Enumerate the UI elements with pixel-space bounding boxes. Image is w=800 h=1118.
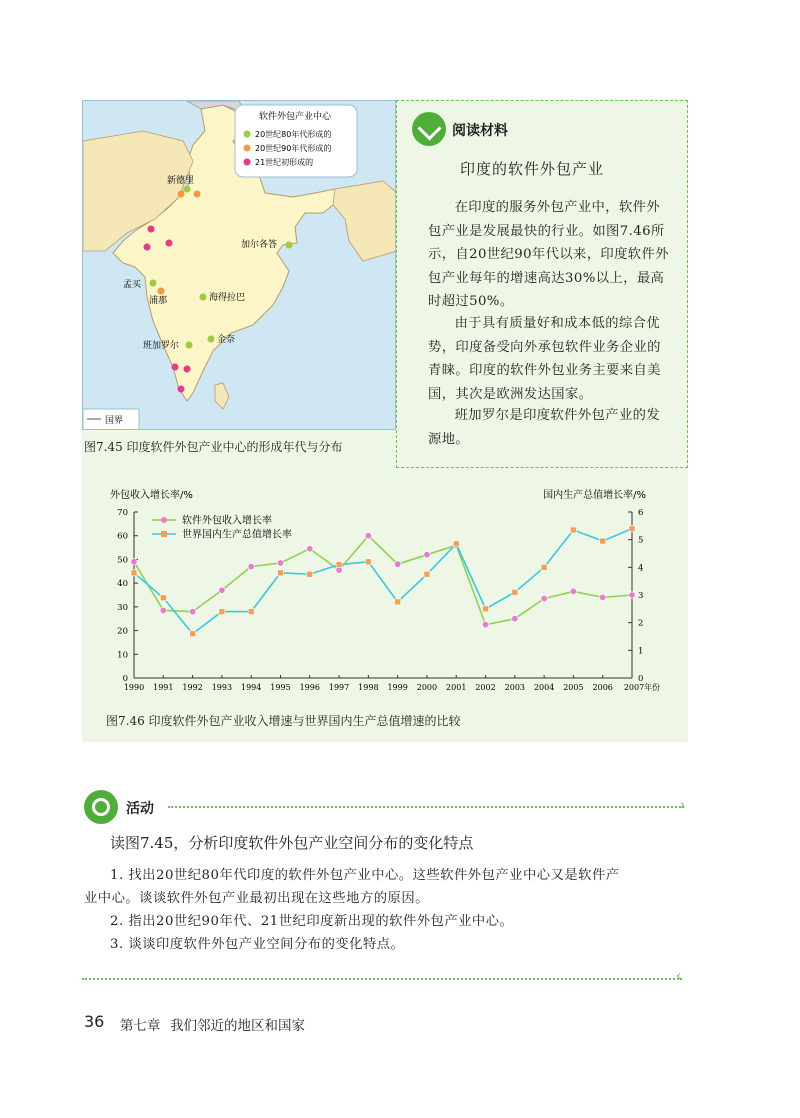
y-tick-label-left: 20 <box>117 626 128 637</box>
delhi-dot-1 <box>184 186 191 193</box>
legend-dot-80s <box>244 131 251 138</box>
series-2-point <box>277 570 283 576</box>
delhi-dot-3 <box>194 191 201 198</box>
series-1-point <box>307 546 313 552</box>
west-dot-3 <box>144 244 151 251</box>
legend-label-90s: 20世纪90年代形成的 <box>255 144 332 153</box>
series-1-point <box>541 595 547 601</box>
legend-title: 软件外包产业中心 <box>258 112 332 122</box>
x-tick-label: 2005 <box>563 683 584 692</box>
y-tick-label-left: 50 <box>117 555 128 566</box>
chart-caption: 图7.46 印度软件外包产业收入增速与世界国内生产总值增速的比较 <box>106 714 461 728</box>
mumbai-dot <box>150 280 157 287</box>
x-tick-label: 1991 <box>153 683 174 692</box>
city-delhi: 新德里 <box>167 176 195 186</box>
series-2-point <box>424 571 430 577</box>
series-2-point <box>190 631 196 637</box>
legend-marker-1 <box>161 517 167 523</box>
legend-marker-2 <box>161 531 167 537</box>
x-tick-label: 1997 <box>328 683 350 692</box>
x-tick-label: 2007年份 <box>623 683 661 692</box>
y-tick-label-left: 10 <box>117 650 128 661</box>
y-tick-label-right: 5 <box>638 535 644 546</box>
x-tick-label: 1996 <box>299 683 320 692</box>
chart-svg <box>82 470 688 710</box>
footer-title: 我们邻近的地区和国家 <box>170 1018 305 1034</box>
activity-item-2: 2. 指出20世纪90年代、21世纪印度新出现的软件外包产业中心。 <box>110 914 514 929</box>
series-2-point <box>483 606 489 612</box>
map-caption: 图7.45 印度软件外包产业中心的形成年代与分布 <box>84 440 343 454</box>
x-tick-label: 1993 <box>211 683 233 692</box>
hyderabad-dot <box>200 294 207 301</box>
series-2-point <box>570 527 576 533</box>
series-1-point <box>394 561 400 567</box>
chevron-left-icon: ‹ <box>676 969 682 984</box>
series-2-point <box>131 570 137 576</box>
series-2-point <box>395 599 401 605</box>
india-map <box>82 100 396 430</box>
legend-label-21c: 21世纪初形成的 <box>255 158 314 167</box>
reading-label: 阅读材料 <box>452 123 508 139</box>
growth-chart <box>82 470 688 742</box>
activity-label: 活动 <box>126 801 154 817</box>
series-1-point <box>277 560 283 566</box>
series-2-point <box>629 526 635 532</box>
chevron-right-icon: › <box>680 798 686 813</box>
south-dot-3 <box>178 386 185 393</box>
map-svg <box>83 101 396 430</box>
series-1-point <box>482 621 488 627</box>
x-tick-label: 1998 <box>358 683 379 692</box>
x-tick-label: 2003 <box>504 683 526 692</box>
y-tick-label-left: 60 <box>117 531 128 542</box>
activity-item-3: 3. 谈谈印度软件外包产业空间分布的变化特点。 <box>110 937 405 952</box>
series-1-point <box>424 551 430 557</box>
y-tick-label-left: 30 <box>117 602 128 613</box>
y-tick-label-right: 6 <box>638 508 644 518</box>
y-tick-label-left: 40 <box>117 579 128 590</box>
city-chennai: 金奈 <box>217 335 236 345</box>
series-1-point <box>248 563 254 569</box>
y-tick-label-left: 70 <box>117 508 128 518</box>
south-dot-2 <box>184 366 191 373</box>
series-1-point <box>189 608 195 614</box>
page-number: 36 <box>84 1012 105 1031</box>
y-axis-label-right: 国内生产总值增长率/% <box>543 490 646 501</box>
y-axis-label-left: 外包收入增长率/% <box>110 490 193 501</box>
series-1-point <box>160 607 166 613</box>
city-kolkata: 加尔各答 <box>241 240 278 250</box>
series-2-point <box>219 609 225 615</box>
series-2-point <box>307 571 313 577</box>
y-tick-label-right: 0 <box>638 674 644 684</box>
legend-label-2: 世界国内生产总值增长率 <box>182 529 292 541</box>
series-2-point <box>336 562 342 568</box>
x-tick-label: 1990 <box>123 683 145 692</box>
x-tick-label: 2002 <box>475 683 496 692</box>
series-1-point <box>629 592 635 598</box>
reading-paragraph-1: 在印度的服务外包产业中，软件外包产业是发展最快的行业。如图7.46所示，自20世纪90年代以来，印度软件外包产业每年的增速高达30%以上，最高时超过50%。 <box>428 200 669 309</box>
y-tick-label-left: 0 <box>122 674 128 684</box>
kolkata-dot <box>286 242 293 249</box>
reading-paragraph-2: 由于具有质量好和成本低的综合优势，印度备受向外承包软件业务企业的青睐。印度的软件外包业务主要来自美国，其次是欧洲发达国家。 <box>428 316 661 402</box>
series-2-point <box>600 538 606 544</box>
series-1-point <box>365 533 371 539</box>
activity-item-1: 1. 找出20世纪80年代印度的软件外包产业中心。这些软件外包产业中心又是软件产 <box>110 868 620 883</box>
y-tick-label-right: 3 <box>638 591 644 601</box>
x-tick-label: 1999 <box>387 683 408 692</box>
series-2-point <box>365 559 371 565</box>
x-tick-label: 1995 <box>270 683 291 692</box>
x-tick-label: 2006 <box>592 683 613 692</box>
x-tick-label: 2000 <box>416 683 438 692</box>
series-1-point <box>512 616 518 622</box>
activity-divider-bottom <box>82 978 682 980</box>
reading-title: 印度的软件外包产业 <box>460 160 605 178</box>
legend-label-1: 软件外包收入增长率 <box>182 515 272 527</box>
series-2-point <box>541 564 547 570</box>
x-tick-label: 2001 <box>446 683 467 692</box>
series-2-point <box>512 589 518 595</box>
border-legend-label: 国界 <box>105 416 124 426</box>
west-dot-1 <box>148 226 155 233</box>
x-tick-label: 1994 <box>240 683 262 692</box>
delhi-dot-2 <box>178 191 185 198</box>
city-pune: 浦那 <box>149 296 168 306</box>
reading-icon <box>412 112 446 146</box>
series-1-point <box>131 559 137 565</box>
city-mumbai: 孟买 <box>123 280 142 290</box>
y-tick-label-right: 4 <box>638 563 644 574</box>
y-tick-label-right: 1 <box>638 646 644 657</box>
series-2-point <box>160 595 166 601</box>
activity-icon <box>84 790 118 824</box>
activity-question: 读图7.45，分析印度软件外包产业空间分布的变化特点 <box>110 834 474 852</box>
bangalore-dot <box>186 342 193 349</box>
series-line-1 <box>134 536 632 625</box>
reading-paragraph-3: 班加罗尔是印度软件外包产业的发源地。 <box>428 408 661 447</box>
series-2-point <box>248 609 254 615</box>
legend-dot-90s <box>244 145 251 152</box>
x-tick-label: 2004 <box>533 683 555 692</box>
series-1-point <box>570 588 576 594</box>
series-1-point <box>219 587 225 593</box>
city-hyderabad: 海得拉巴 <box>209 293 246 303</box>
legend-dot-21c <box>244 159 251 166</box>
chennai-dot <box>208 336 215 343</box>
footer-chapter: 第七章 <box>120 1018 161 1034</box>
south-dot-1 <box>172 364 179 371</box>
series-line-2 <box>134 529 632 634</box>
y-tick-label-right: 2 <box>638 618 644 629</box>
city-bangalore: 班加罗尔 <box>143 341 180 351</box>
northeast-land <box>333 181 396 261</box>
pune-dot <box>158 288 165 295</box>
series-1-point <box>600 594 606 600</box>
series-2-point <box>453 541 459 547</box>
west-dot-2 <box>166 240 173 247</box>
x-tick-label: 1992 <box>182 683 203 692</box>
legend-label-80s: 20世纪80年代形成的 <box>255 130 332 139</box>
sri-lanka <box>215 383 229 409</box>
activity-item-1-cont: 业中心。谈谈软件外包产业最初出现在这些地方的原因。 <box>84 891 429 906</box>
activity-divider-top <box>168 806 684 808</box>
